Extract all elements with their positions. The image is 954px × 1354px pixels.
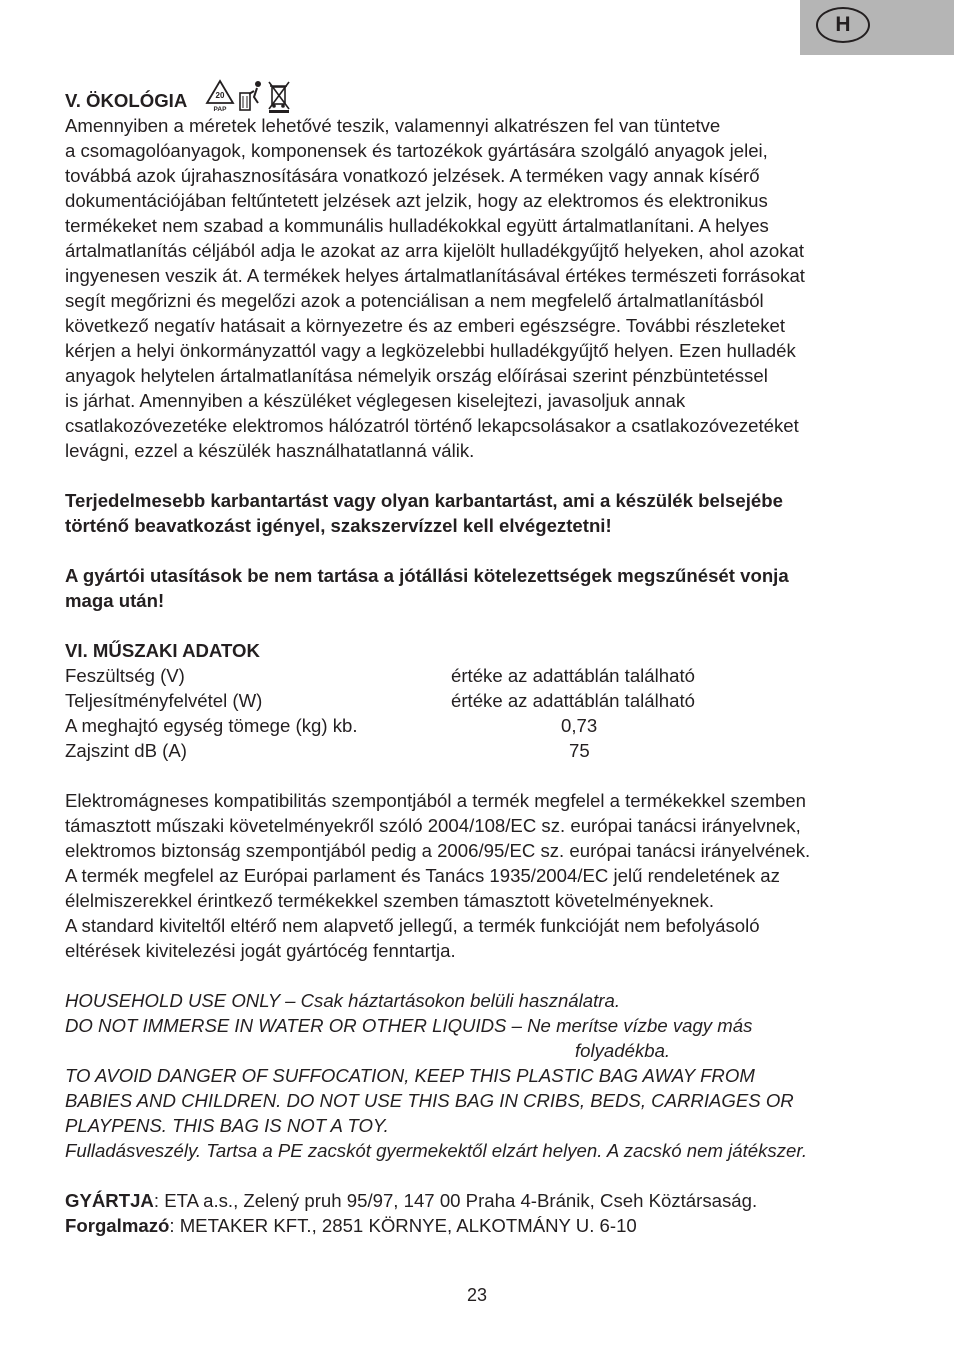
ecology-line: csatlakozóvezetéke elektromos hálózatról történő lekapcsolásakor a csatlakozóvezetéket (65, 415, 799, 436)
page-number: 23 (466, 1285, 488, 1305)
ecology-line: ártalmatlanítás céljából adja le azokat az arra kijelölt hulladékgyűjtő helyeken, ahol azokat (65, 240, 805, 261)
spec-label: Teljesítményfelvétel (W) (65, 690, 263, 711)
suffocation-warning-hu: Fulladásveszély. Tartsa a PE zacskót gyermekektől elzárt helyen. A zacskó nem játékszer. (65, 1140, 807, 1161)
distributor-label: Forgalmazó (65, 1215, 170, 1236)
spec-value: 0,73 (561, 715, 598, 736)
spec-row (65, 663, 905, 688)
compliance-line: elektromos biztonság szempontjából pedig a 2006/95/EC sz. európai tanácsi irányelvének. (65, 840, 811, 861)
warranty-warning-line: maga után! (65, 590, 165, 611)
ecology-line: következő negatív hatásait a környezetre és az emberi egészségre. További részleteket (65, 315, 786, 336)
language-tab (800, 0, 954, 55)
page-content (65, 88, 905, 1238)
spec-label: A meghajtó egység tömege (kg) kb. (65, 715, 358, 736)
maintenance-warning (65, 488, 905, 538)
usage-warnings (65, 988, 905, 1163)
maintenance-warning-line: Terjedelmesebb karbantartást vagy olyan karbantartást, ami a készülék belsejébe (65, 490, 783, 511)
tidyman-icon (238, 79, 264, 113)
ecology-line: anyagok helytelen ártalmatlanítása némelyik ország előírásai szerint pénzbüntetéssel (65, 365, 768, 386)
spec-label: Feszültség (V) (65, 665, 185, 686)
language-badge: H (816, 7, 870, 43)
spec-value: 75 (569, 740, 590, 761)
spec-row (65, 688, 905, 713)
section-ecology-title: V. ÖKOLÓGIA (65, 90, 188, 111)
immerse-warning: DO NOT IMMERSE IN WATER OR OTHER LIQUIDS – Ne merítse vízbe vagy más (65, 1015, 753, 1036)
suffocation-warning: TO AVOID DANGER OF SUFFOCATION, KEEP THIS PLASTIC BAG AWAY FROM (65, 1065, 755, 1086)
ecology-line: dokumentációjában feltűntetett jelzések azt jelzik, hogy az elektromos és elektronikus (65, 190, 768, 211)
immerse-warning-cont: folyadékba. (575, 1040, 671, 1061)
recycle-icon (205, 79, 235, 113)
recycle-number: 20 (215, 91, 225, 100)
spec-value: értéke az adattáblán található (451, 665, 695, 686)
spec-label: Zajszint dB (A) (65, 740, 187, 761)
compliance-line: A standard kiviteltől eltérő nem alapvető jellegű, a termék funkcióját nem befolyásoló (65, 915, 760, 936)
distributor-value: : METAKER KFT., 2851 KÖRNYE, ALKOTMÁNY U. 6-10 (169, 1215, 637, 1236)
suffocation-warning: BABIES AND CHILDREN. DO NOT USE THIS BAG IN CRIBS, BEDS, CARRIAGES OR (65, 1090, 794, 1111)
spec-row (65, 713, 905, 738)
compliance-line: eltérések kivitelezési jogát gyártócég fenntartja. (65, 940, 456, 961)
manufacturer-line (65, 1188, 905, 1213)
ecology-line: levágni, ezzel a készülék használhatatlanná válik. (65, 440, 475, 461)
section-ecology-header (65, 88, 905, 113)
crossed-bin-icon (267, 79, 291, 113)
spec-row (65, 738, 905, 763)
ecology-line: továbbá azok újrahasznosítására vonatkozó jelzések. A terméken vagy annak kísérő (65, 165, 760, 186)
eco-icons (205, 79, 291, 113)
ecology-line: segít megőrizni és megelőzi azok a potenciálisan a nem megfelelő ártalmatlanításból (65, 290, 764, 311)
recycle-material: PAP (213, 106, 227, 113)
compliance-line: támasztott műszaki követelményekről szóló 2004/108/EC sz. európai tanácsi irányelvnek, (65, 815, 801, 836)
ecology-line: is járhat. Amennyiben a készüléket véglegesen kiselejtezi, javasoljuk annak (65, 390, 686, 411)
section-specs-title: VI. MŰSZAKI ADATOK (65, 640, 260, 661)
maintenance-warning-line: történő beavatkozást igényel, szakszervízzel kell elvégeztetni! (65, 515, 612, 536)
distributor-line (65, 1213, 905, 1238)
ecology-line: ingyenesen veszik át. A termékek helyes ártalmatlanításával értékes természeti forrásokat (65, 265, 805, 286)
ecology-line: kérjen a helyi önkormányzattól vagy a legközelebbi hulladékgyűjtő helyen. Ezen hulladék (65, 340, 796, 361)
warranty-warning (65, 563, 905, 613)
ecology-line: termékeket nem szabad a kommunális hulladékokkal együtt ártalmatlanítani. A helyes (65, 215, 769, 236)
footer-info (65, 1188, 905, 1238)
compliance-line: A termék megfelel az Európai parlament és Tanács 1935/2004/EC jelű rendeletének az (65, 865, 780, 886)
suffocation-warning: PLAYPENS. THIS BAG IS NOT A TOY. (65, 1115, 389, 1136)
compliance-line: élelmiszerekkel érintkező termékekkel szemben támasztott követelményeknek. (65, 890, 714, 911)
warranty-warning-line: A gyártói utasítások be nem tartása a jótállási kötelezettségek megszűnését vonja (65, 565, 789, 586)
manufacturer-label: GYÁRTJA (65, 1190, 154, 1211)
ecology-line: Amennyiben a méretek lehetővé teszik, valamennyi alkatrészen fel van tüntetve (65, 115, 721, 136)
manufacturer-value: : ETA a.s., Zelený pruh 95/97, 147 00 Praha 4-Bránik, Cseh Köztársaság. (153, 1190, 758, 1211)
household-warning: HOUSEHOLD USE ONLY – Csak háztartásokon belüli használatra. (65, 990, 620, 1011)
spec-value: értéke az adattáblán található (451, 690, 695, 711)
ecology-text (65, 113, 905, 463)
ecology-line: a csomagolóanyagok, komponensek és tartozékok gyártására szolgáló anyagok jelei, (65, 140, 768, 161)
specs-table (65, 663, 905, 763)
compliance-text (65, 788, 905, 963)
compliance-line: Elektromágneses kompatibilitás szempontjából a termék megfelel a termékekkel szemben (65, 790, 806, 811)
